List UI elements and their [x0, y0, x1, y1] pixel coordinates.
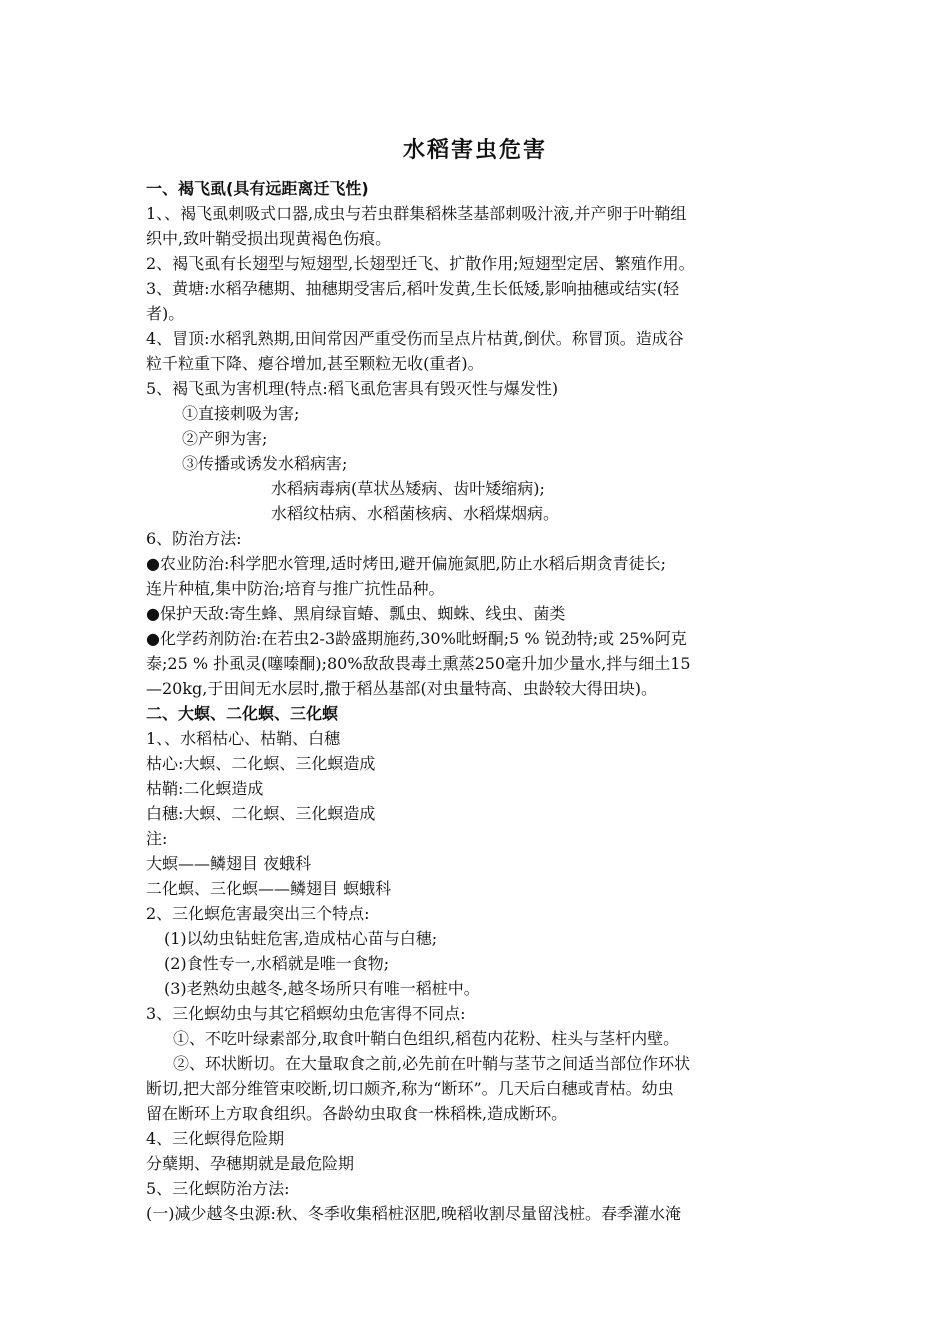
section-heading: 二、大螟、二化螟、三化螟: [146, 704, 339, 723]
text-line: 留在断环上方取食组织。各龄幼虫取食一株稻株,造成断环。: [146, 1104, 568, 1123]
text-line: 织中,致叶鞘受损出现黄褐色伤痕。: [146, 229, 392, 248]
text-line: 4、冒顶:水稻乳熟期,田间常因严重受伤而呈点片枯黄,倒伏。称冒顶。造成谷: [146, 329, 684, 348]
text-line: ●农业防治:科学肥水管理,适时烤田,避开偏施氮肥,防止水稻后期贪青徒长;: [146, 554, 667, 573]
text-line: 粒千粒重下降、瘪谷增加,甚至颗粒无收(重者)。: [146, 354, 484, 373]
text-line: 枯心:大螟、二化螟、三化螟造成: [146, 754, 376, 773]
text-line: 6、防治方法:: [146, 529, 242, 548]
text-line: ①直接刺吸为害;: [182, 404, 300, 423]
text-line: 泰;25 % 扑虱灵(噻嗪酮);80%敌敌畏毒土熏蒸250毫升加少量水,拌与细土15: [146, 654, 691, 673]
text-line: 大螟——鳞翅目 夜蛾科: [146, 854, 312, 873]
text-line: 3、三化螟幼虫与其它稻螟幼虫危害得不同点:: [146, 1004, 466, 1023]
text-line: (3)老熟幼虫越冬,越冬场所只有唯一稻桩中。: [164, 979, 480, 998]
text-line: 5、褐飞虱为害机理(特点:稻飞虱危害具有毁灭性与爆发性): [146, 379, 559, 398]
text-line: 水稻病毒病(草状丛矮病、齿叶矮缩病);: [271, 479, 545, 498]
text-line: ②、环状断切。在大量取食之前,必先前在叶鞘与茎节之间适当部位作环状: [173, 1054, 691, 1073]
text-line: 2、褐飞虱有长翅型与短翅型,长翅型迁飞、扩散作用;短翅型定居、繁殖作用。: [146, 254, 695, 273]
text-line: (1)以幼虫钻蛀危害,造成枯心苗与白穗;: [164, 929, 438, 948]
text-line: 1、、水稻枯心、枯鞘、白穗: [146, 729, 341, 748]
text-line: 1、、褐飞虱刺吸式口器,成虫与若虫群集稻株茎基部刺吸汁液,并产卵于叶鞘组: [146, 204, 687, 223]
text-line: ●化学药剂防治:在若虫2-3龄盛期施药,30%吡蚜酮;5 % 锐劲特;或 25%阿克: [146, 629, 687, 648]
document-body: [146, 176, 806, 1226]
text-line: 白穗:大螟、二化螟、三化螟造成: [146, 804, 376, 823]
text-line: —20kg,于田间无水层时,撒于稻丛基部(对虫量特高、虫龄较大得田块)。: [146, 679, 657, 698]
text-line: (2)食性专一,水稻就是唯一食物;: [164, 954, 390, 973]
text-line: ②产卵为害;: [182, 429, 268, 448]
text-line: ●保护天敌:寄生蜂、黑肩绿盲蝽、瓢虫、蜘蛛、线虫、菌类: [146, 604, 566, 623]
section-heading: 一、褐飞虱(具有远距离迁飞性): [146, 179, 369, 198]
text-line: 5、三化螟防治方法:: [146, 1179, 290, 1198]
text-line: 二化螟、三化螟——鳞翅目 螟蛾科: [146, 879, 392, 898]
text-line: 断切,把大部分维管束咬断,切口颇齐,称为“断环”。几天后白穗或青枯。幼虫: [146, 1079, 674, 1098]
text-line: ①、不吃叶绿素部分,取食叶鞘白色组织,稻苞内花粉、柱头与茎杆内壁。: [173, 1029, 680, 1048]
text-line: 水稻纹枯病、水稻菌核病、水稻煤烟病。: [271, 504, 560, 523]
text-line: 者)。: [146, 304, 185, 323]
text-line: 枯鞘:二化螟造成: [146, 779, 264, 798]
text-line: 2、三化螟危害最突出三个特点:: [146, 904, 370, 923]
text-line: 注:: [146, 829, 168, 848]
document-title: 水稻害虫危害: [402, 138, 547, 163]
text-line: 连片种植,集中防治;培育与推广抗性品种。: [146, 579, 445, 598]
text-line: 分蘖期、孕穗期就是最危险期: [146, 1154, 355, 1173]
text-line: 3、黄塘:水稻孕穗期、抽穗期受害后,稻叶发黄,生长低矮,影响抽穗或结实(轻: [146, 279, 680, 298]
text-line: ③传播或诱发水稻病害;: [182, 454, 348, 473]
text-line: (一)减少越冬虫源:秋、冬季收集稻桩沤肥,晚稻收割尽量留浅桩。春季灌水淹: [146, 1204, 681, 1223]
text-line: 4、三化螟得危险期: [146, 1129, 285, 1148]
